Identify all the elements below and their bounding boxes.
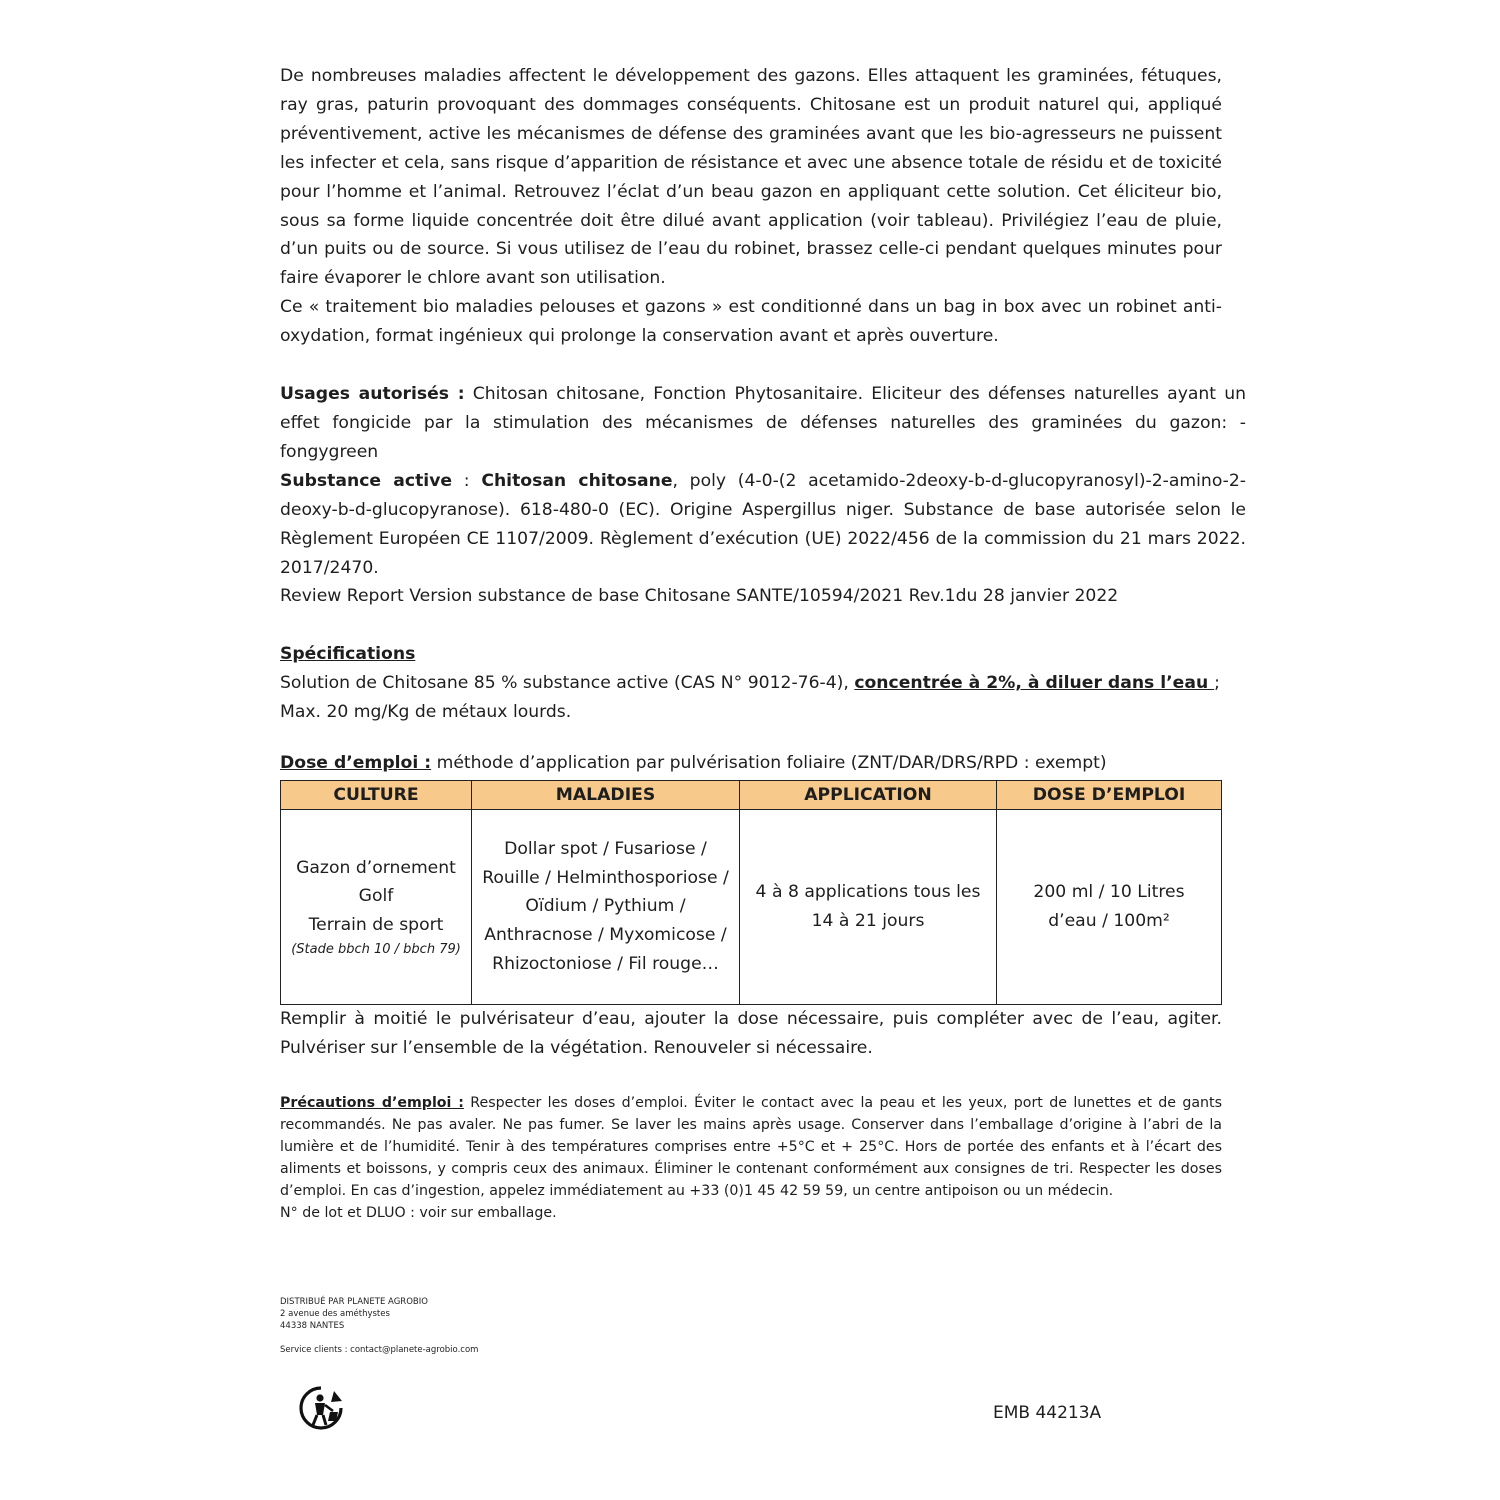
substance-label: Substance active (280, 470, 453, 491)
dosage-table (280, 780, 1222, 1005)
packaging-paragraph: Ce « traitement bio maladies pelouses et gazons » est conditionné dans un bag in box avec un robinet anti-oxydation, format ingénieux qui prolonge la conservation avant et après ouverture. (280, 297, 1222, 347)
concentration-emphasis: concentrée à 2%, à diluer dans l’eau (854, 673, 1215, 694)
table-header-maladies: MALADIES (472, 780, 740, 809)
emb-code: EMB 44213A (993, 1403, 1102, 1423)
substance-text: , poly (4-0-(2 acetamido-2deoxy-b-d-glucopyranosyl)-2-amino-2-deoxy-b-d-glucopyranose). 618-480-0 (EC). Origine Aspergillus niger. Substance de base autorisée selon le Règlement Européen CE 1107/2009. Règlement d’exécution (UE) 2022/456 de la commission du 21 mars 2022. 2017/2470. (280, 470, 1247, 578)
substance-paragraph: Substance active : Chitosan chitosane, poly (4-0-(2 acetamido-2deoxy-b-d-glucopyranosyl)-2-amino-2-deoxy-b-d-glucopyranose). 618-480-0 (EC). Origine Aspergillus niger. Substance de base autorisée selon le Règlement Européen CE 1107/2009. Règlement d’exécution (UE) 2022/456 de la commission du 21 mars 2022. 2017/2470. (280, 470, 1247, 578)
specifications-text: Solution de Chitosane 85 % substance active (CAS N° 9012-76-4), concentrée à 2%, à diluer dans l’eau ; Max. 20 mg/Kg de métaux lourds. (280, 673, 1220, 723)
stade-note: (Stade bbch 10 / bbch 79) (291, 942, 461, 958)
precautions-label: Précautions d’emploi : (280, 1094, 464, 1111)
usages-label: Usages autorisés : (280, 384, 465, 405)
triman-recycling-icon (298, 1385, 344, 1431)
table-header-row (281, 780, 1222, 809)
specifications-title: Spécifications (280, 644, 416, 665)
dose-label: Dose d’emploi : (280, 753, 432, 774)
dose-paragraph (280, 749, 1246, 778)
culture-cell: Gazon d’ornement Golf Terrain de sport (Stade bbch 10 / bbch 79) (281, 809, 472, 1004)
intro-paragraph: De nombreuses maladies affectent le développement des gazons. Elles attaquent les graminées, fétuques, ray gras, paturin provoquant des dommages conséquents. Chitosane est un produit naturel qui, appliqué préventivement, active les mécanismes de défense des graminées avant que les bio-agresseurs ne puissent les infecter et cela, sans risque d’apparition de résistance et avec une absence totale de résidu et de toxicité pour l’homme et l’animal. Retrouvez l’éclat d’un beau gazon en appliquant cette solution. Cet éliciteur bio, sous sa forme liquide concentrée doit être dilué avant application (voir tableau). Privilégiez l’eau de pluie, d’un puits ou de source. Si vous utilisez de l’eau du robinet, brassez celle-ci pendant quelques minutes pour faire évaporer le chlore avant son utilisation. (280, 66, 1222, 289)
table-header-culture: CULTURE (281, 780, 472, 809)
dose-cell: 200 ml / 10 Litres d’eau / 100m² (997, 809, 1222, 1004)
lot-info: N° de lot et DLUO : voir sur emballage. (280, 1204, 557, 1221)
precautions-paragraph: Précautions d’emploi : Respecter les doses d’emploi. Éviter le contact avec la peau et les yeux, port de lunettes et de gants recommandés. Ne pas avaler. Ne pas fumer. Se laver les mains après usage. Conserver dans l’emballage d’origine à l’abri de la lumière et de l’humidité. Tenir à des températures comprises entre +5°C et + 25°C. Hors de portée des enfants et à l’écart des aliments et boissons, y compris ceux des animaux. Éliminer le contenant conformément aux consignes de tri. Respecter les doses d’emploi. En cas d’ingestion, appelez immédiatement au +33 (0)1 45 42 59 59, un centre antipoison ou un médecin. N° de lot et DLUO : voir sur emballage. (280, 1094, 1223, 1221)
review-report: Review Report Version substance de base Chitosane SANTE/10594/2021 Rev.1du 28 janvier 2022 (280, 586, 1119, 607)
document-body (280, 62, 1246, 1224)
table-row (281, 809, 1222, 1004)
usages-paragraph (280, 380, 1246, 467)
maladies-cell: Dollar spot / Fusariose / Rouille / Helminthosporiose / Oïdium / Pythium / Anthracnose / Myxomicose / Rhizoctoniose / Fil rouge… (472, 809, 740, 1004)
table-header-application: APPLICATION (740, 780, 997, 809)
usages-text: Chitosan chitosane, Fonction Phytosanitaire. Eliciteur des défenses naturelles ayant un effet fongicide par la stimulation des mécanismes de défenses naturelles des graminées du gazon: - fongygreen (280, 384, 1246, 462)
dose-text: méthode d’application par pulvérisation foliaire (ZNT/DAR/DRS/RPD : exempt) (431, 753, 1107, 774)
service-clients: Service clients : contact@planete-agrobio.com (280, 1345, 479, 1355)
substance-name: Chitosan chitosane (481, 470, 673, 491)
distributor-footer: DISTRIBUÉ PAR PLANETE AGROBIO 2 avenue des améthystes 44338 NANTES Service clients : contact@planete-agrobio.com (280, 1297, 479, 1355)
application-cell: 4 à 8 applications tous les 14 à 21 jours (740, 809, 997, 1004)
table-header-dose: DOSE D’EMPLOI (997, 780, 1222, 809)
instructions-paragraph: Remplir à moitié le pulvérisateur d’eau, ajouter la dose nécessaire, puis compléter avec de l’eau, agiter. Pulvériser sur l’ensemble de la végétation. Renouveler si nécessaire. (280, 1008, 1222, 1058)
